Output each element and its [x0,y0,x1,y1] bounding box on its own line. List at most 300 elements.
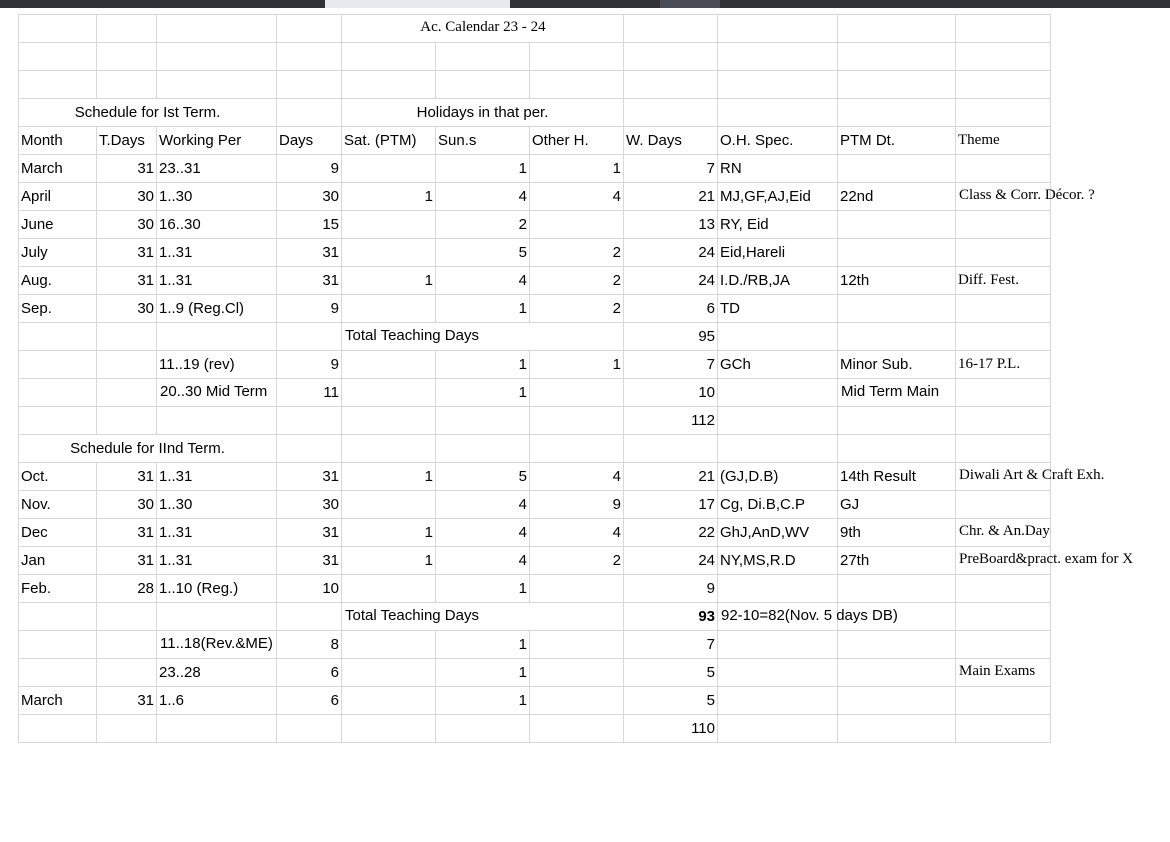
cell-oh: GhJ,AnD,WV [718,519,838,547]
cell-sun: 4 [436,267,530,295]
cell-days: 6 [277,687,342,715]
cell-month: Dec [19,519,97,547]
cell-tdays: 31 [97,463,157,491]
cell-oh [718,687,838,715]
cell-working: 1..30 [157,183,277,211]
empty-cell [718,99,838,127]
empty-cell [838,99,956,127]
cell-sat [342,295,436,323]
empty-cell [157,43,277,71]
term1-total-value: 95 [624,323,718,351]
table-row [19,295,1051,323]
cell-other [530,575,624,603]
empty-cell [277,323,342,351]
academic-calendar-table [18,14,1134,743]
cell-month [19,715,97,743]
cell-theme: PreBoard&pract. exam for X [956,547,1051,575]
table-row [19,715,1051,743]
empty-cell [530,71,624,99]
cell-month: Feb. [19,575,97,603]
cell-sat: 1 [342,463,436,491]
cell-other [530,379,624,407]
empty-cell [956,435,1051,463]
cell-month: Nov. [19,491,97,519]
cell-sat: 1 [342,183,436,211]
cell-days: 8 [277,631,342,659]
empty-cell [624,71,718,99]
cell-other [530,687,624,715]
cell-ptm: GJ [838,491,956,519]
cell-other: 4 [530,463,624,491]
cell-days [277,715,342,743]
cell-theme [956,631,1051,659]
col-header-suns: Sun.s [436,127,530,155]
cell-other: 1 [530,155,624,183]
empty-cell [157,15,277,43]
cell-wdays: 9 [624,575,718,603]
cell-sun: 1 [436,295,530,323]
cell-days: 31 [277,547,342,575]
cell-month: Oct. [19,463,97,491]
cell-other [530,715,624,743]
cell-theme: 16-17 P.L. [956,351,1051,379]
cell-oh: Eid,Hareli [718,239,838,267]
empty-cell [157,71,277,99]
cell-ptm [838,407,956,435]
cell-sun: 1 [436,379,530,407]
empty-cell [157,323,277,351]
cell-month: Sep. [19,295,97,323]
cell-theme [956,295,1051,323]
cell-oh: MJ,GF,AJ,Eid [718,183,838,211]
cell-oh: NY,MS,R.D [718,547,838,575]
table-row [19,491,1051,519]
cell-theme: Diwali Art & Craft Exh. [956,463,1051,491]
cell-wdays: 13 [624,211,718,239]
cell-wdays: 21 [624,183,718,211]
cell-tdays [97,659,157,687]
empty-cell [718,71,838,99]
cell-other: 1 [530,351,624,379]
col-header-month: Month [19,127,97,155]
cell-tdays: 30 [97,491,157,519]
empty-cell [718,435,838,463]
cell-wdays: 7 [624,351,718,379]
cell-oh [718,631,838,659]
cell-wdays: 5 [624,659,718,687]
cell-working [157,715,277,743]
empty-cell [956,323,1051,351]
cell-sat: 1 [342,267,436,295]
cell-sat [342,407,436,435]
cell-sat: 1 [342,519,436,547]
empty-cell [342,71,436,99]
table-row [19,351,1051,379]
cell-wdays: 24 [624,547,718,575]
cell-month [19,407,97,435]
cell-oh [718,715,838,743]
cell-other [530,659,624,687]
cell-other: 4 [530,519,624,547]
empty-cell [277,43,342,71]
cell-other: 4 [530,183,624,211]
section-header-row-term1 [19,99,1051,127]
empty-cell [342,43,436,71]
cell-tdays [97,351,157,379]
cell-theme [956,491,1051,519]
cell-theme [956,407,1051,435]
empty-cell [624,99,718,127]
cell-oh [718,407,838,435]
cell-tdays: 28 [97,575,157,603]
holidays-section-header: Holidays in that per. [342,99,624,127]
cell-tdays: 31 [97,687,157,715]
col-header-ptm-dt: PTM Dt. [838,127,956,155]
cell-wdays: 6 [624,295,718,323]
cell-tdays [97,631,157,659]
cell-sun: 4 [436,491,530,519]
cell-ptm [838,687,956,715]
cell-month: March [19,687,97,715]
cell-sun: 1 [436,659,530,687]
cell-working: 1..31 [157,519,277,547]
col-header-oh-spec: O.H. Spec. [718,127,838,155]
cell-days: 9 [277,295,342,323]
document-title: Ac. Calendar 23 - 24 [342,15,624,43]
cell-sat [342,351,436,379]
cell-tdays: 31 [97,155,157,183]
empty-cell [157,603,277,631]
cell-tdays [97,407,157,435]
table-row [19,659,1051,687]
empty-cell [530,435,624,463]
cell-days: 30 [277,491,342,519]
cell-sun: 4 [436,519,530,547]
cell-sat [342,575,436,603]
cell-ptm: Minor Sub. [838,351,956,379]
table-row [19,575,1051,603]
cell-wdays: 17 [624,491,718,519]
cell-month [19,631,97,659]
cell-tdays: 30 [97,211,157,239]
col-header-other-h: Other H. [530,127,624,155]
cell-tdays: 30 [97,183,157,211]
cell-sun: 4 [436,183,530,211]
cell-other: 2 [530,547,624,575]
empty-cell [436,71,530,99]
empty-cell [956,15,1051,43]
cell-sun: 1 [436,351,530,379]
table-row [19,183,1051,211]
cell-wdays: 21 [624,463,718,491]
empty-cell [718,43,838,71]
empty-cell [97,71,157,99]
cell-tdays [97,379,157,407]
cell-month: June [19,211,97,239]
cell-days: 9 [277,351,342,379]
cell-ptm: 14th Result [838,463,956,491]
cell-wdays: 22 [624,519,718,547]
cell-theme [956,575,1051,603]
cell-sun: 4 [436,547,530,575]
col-header-theme: Theme [956,127,1051,155]
table-row [19,687,1051,715]
section-header-row-term2 [19,435,1051,463]
cell-sat: 1 [342,547,436,575]
empty-cell [19,603,97,631]
cell-days: 31 [277,239,342,267]
cell-working: 23..31 [157,155,277,183]
cell-sun [436,407,530,435]
cell-sun: 1 [436,575,530,603]
cell-sat [342,239,436,267]
term2-total-note: 92-10=82(Nov. 5 days DB) [718,603,838,631]
cell-theme [956,715,1051,743]
empty-cell [19,71,97,99]
cell-working: 23..28 [157,659,277,687]
empty-cell [277,603,342,631]
cell-days: 31 [277,267,342,295]
cell-sun: 2 [436,211,530,239]
empty-cell [277,15,342,43]
cell-sun [436,715,530,743]
cell-tdays: 31 [97,239,157,267]
empty-cell [838,323,956,351]
table-row [19,547,1051,575]
empty-cell [838,43,956,71]
cell-other: 2 [530,295,624,323]
cell-ptm [838,575,956,603]
cell-ptm [838,155,956,183]
empty-cell [436,43,530,71]
empty-cell [718,323,838,351]
cell-theme [956,239,1051,267]
cell-ptm: 9th [838,519,956,547]
cell-other: 2 [530,267,624,295]
table-row [19,379,1051,407]
term2-section-header: Schedule for IInd Term. [19,435,277,463]
empty-cell [19,43,97,71]
cell-oh: RN [718,155,838,183]
cell-wdays: 24 [624,267,718,295]
cell-sun: 1 [436,155,530,183]
cell-ptm: 22nd [838,183,956,211]
empty-cell [624,15,718,43]
empty-cell [718,15,838,43]
cell-oh: GCh [718,351,838,379]
cell-month: Aug. [19,267,97,295]
empty-cell [956,99,1051,127]
table-row [19,155,1051,183]
cell-ptm [838,211,956,239]
empty-cell [956,71,1051,99]
cell-wdays: 110 [624,715,718,743]
term1-section-header: Schedule for Ist Term. [19,99,277,127]
cell-wdays: 5 [624,687,718,715]
empty-cell [19,323,97,351]
cell-ptm [838,715,956,743]
empty-cell [277,435,342,463]
spacer-row [19,71,1051,99]
cell-theme [956,687,1051,715]
cell-theme: Main Exams [956,659,1051,687]
term2-total-label: Total Teaching Days [342,603,624,631]
cell-theme [956,155,1051,183]
empty-cell [97,603,157,631]
cell-sat [342,155,436,183]
cell-working: 1..10 (Reg.) [157,575,277,603]
cell-month: July [19,239,97,267]
cell-oh [718,575,838,603]
cell-other [530,211,624,239]
empty-cell [624,43,718,71]
cell-month [19,379,97,407]
cell-ptm [838,631,956,659]
cell-oh: Cg, Di.B,C.P [718,491,838,519]
spacer-row [19,43,1051,71]
status-strip-notch-secondary [660,0,720,8]
cell-other [530,407,624,435]
empty-cell [277,71,342,99]
cell-month [19,351,97,379]
table-row [19,239,1051,267]
cell-ptm: 12th [838,267,956,295]
spreadsheet-area [18,14,1148,743]
cell-sat [342,379,436,407]
cell-sat [342,659,436,687]
cell-working: 1..30 [157,491,277,519]
cell-oh [718,379,838,407]
cell-tdays [97,715,157,743]
empty-cell [838,15,956,43]
cell-sat [342,211,436,239]
cell-theme: Class & Corr. Décor. ? [956,183,1051,211]
cell-wdays: 24 [624,239,718,267]
cell-days: 15 [277,211,342,239]
cell-tdays: 30 [97,295,157,323]
table-row [19,267,1051,295]
cell-ptm [838,295,956,323]
table-row [19,211,1051,239]
col-header-days: Days [277,127,342,155]
cell-ptm: Mid Term Main [838,379,956,407]
cell-ptm: 27th [838,547,956,575]
empty-cell [436,435,530,463]
device-status-strip [0,0,1170,8]
cell-wdays: 7 [624,631,718,659]
status-strip-notch [325,0,510,8]
cell-sat [342,631,436,659]
cell-working: 20..30 Mid Term [157,379,277,407]
cell-other [530,631,624,659]
cell-ptm [838,659,956,687]
term2-total-row [19,603,1051,631]
cell-tdays: 31 [97,267,157,295]
cell-working: 1..31 [157,463,277,491]
cell-month: Jan [19,547,97,575]
cell-tdays: 31 [97,547,157,575]
cell-month: March [19,155,97,183]
cell-working [157,407,277,435]
cell-sun: 1 [436,631,530,659]
cell-theme: Chr. & An.Day [956,519,1051,547]
column-header-row [19,127,1051,155]
empty-cell [624,435,718,463]
empty-cell [277,99,342,127]
cell-tdays: 31 [97,519,157,547]
term1-total-row [19,323,1051,351]
cell-theme: Diff. Fest. [956,267,1051,295]
cell-working: 1..6 [157,687,277,715]
empty-cell [838,71,956,99]
cell-theme [956,211,1051,239]
cell-days: 10 [277,575,342,603]
table-row [19,407,1051,435]
cell-ptm [838,239,956,267]
cell-sat [342,491,436,519]
cell-month: April [19,183,97,211]
term2-total-value: 93 [624,603,718,631]
cell-days: 11 [277,379,342,407]
cell-month [19,659,97,687]
col-header-tdays: T.Days [97,127,157,155]
cell-theme [956,379,1051,407]
empty-cell [342,435,436,463]
cell-oh: I.D./RB,JA [718,267,838,295]
cell-days: 31 [277,463,342,491]
table-row [19,631,1051,659]
cell-days: 6 [277,659,342,687]
cell-sat [342,687,436,715]
cell-wdays: 112 [624,407,718,435]
cell-days: 9 [277,155,342,183]
cell-other: 9 [530,491,624,519]
cell-working: 11..19 (rev) [157,351,277,379]
cell-working: 1..9 (Reg.Cl) [157,295,277,323]
cell-other: 2 [530,239,624,267]
cell-working: 1..31 [157,267,277,295]
empty-cell [97,43,157,71]
cell-oh: RY, Eid [718,211,838,239]
cell-wdays: 7 [624,155,718,183]
cell-wdays: 10 [624,379,718,407]
cell-oh: TD [718,295,838,323]
cell-sun: 1 [436,687,530,715]
empty-cell [19,15,97,43]
cell-days [277,407,342,435]
empty-cell [838,435,956,463]
title-row [19,15,1051,43]
empty-cell [97,323,157,351]
cell-working: 11..18(Rev.&ME) [157,631,277,659]
empty-cell [956,603,1051,631]
empty-cell [97,15,157,43]
empty-cell [530,43,624,71]
cell-working: 1..31 [157,239,277,267]
col-header-sat-ptm: Sat. (PTM) [342,127,436,155]
term1-total-label: Total Teaching Days [342,323,624,351]
col-header-w-days: W. Days [624,127,718,155]
cell-days: 30 [277,183,342,211]
cell-oh: (GJ,D.B) [718,463,838,491]
cell-days: 31 [277,519,342,547]
table-row [19,463,1051,491]
empty-cell [956,43,1051,71]
cell-working: 1..31 [157,547,277,575]
cell-working: 16..30 [157,211,277,239]
col-header-working-per: Working Per [157,127,277,155]
cell-sat [342,715,436,743]
